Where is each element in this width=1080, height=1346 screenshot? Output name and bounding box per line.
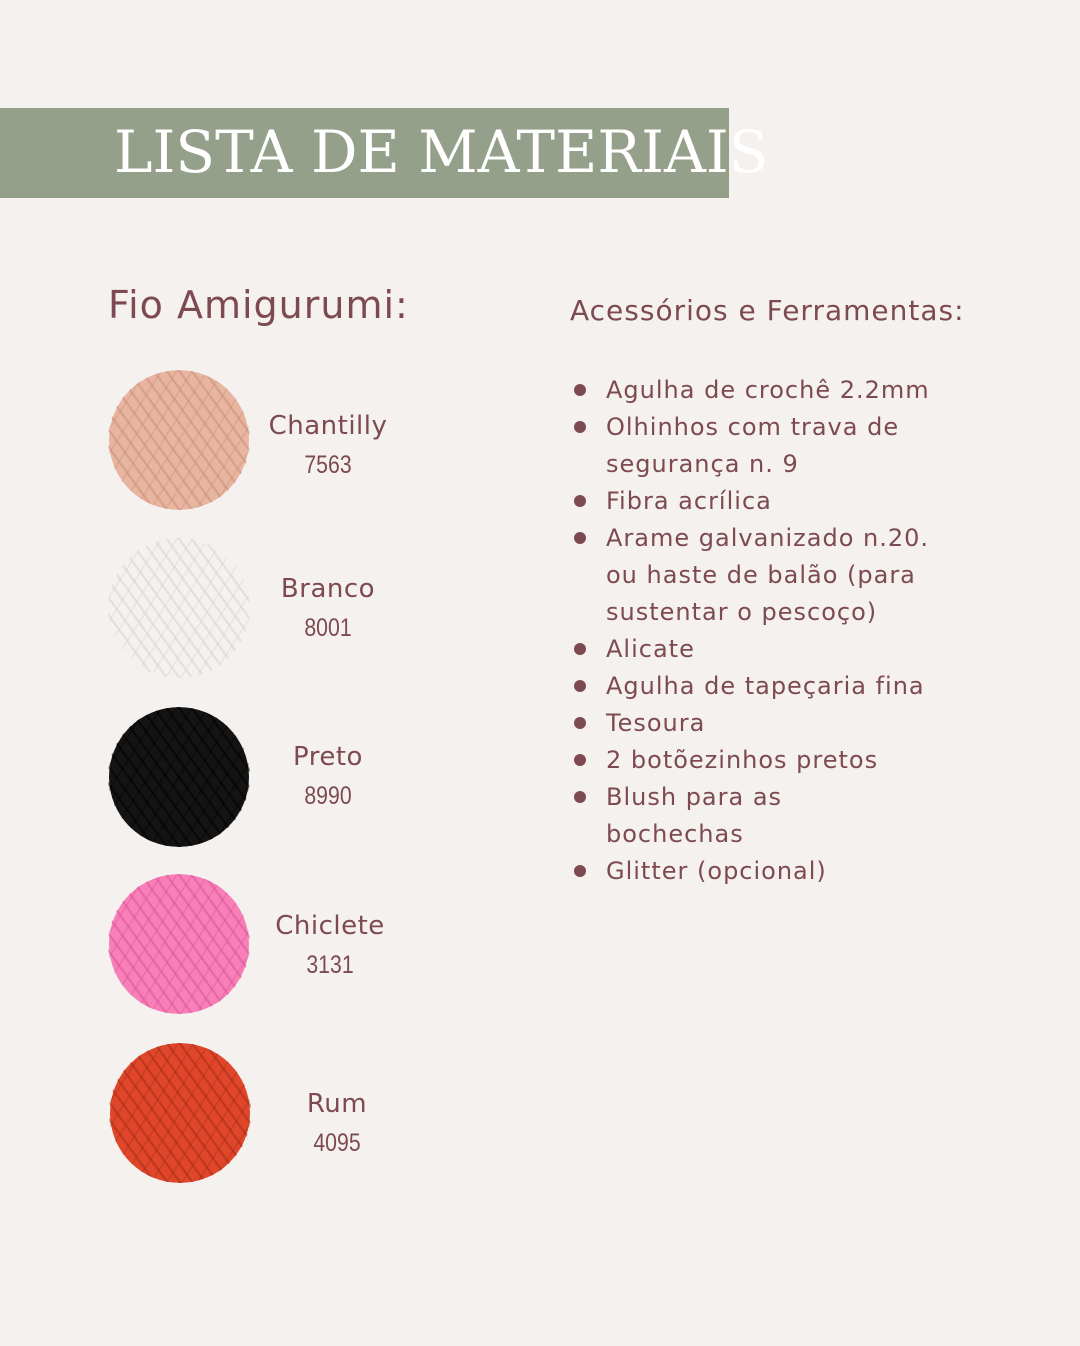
yarn-item: [238, 571, 418, 646]
yarn-item: [238, 408, 418, 483]
yarn-code: 4095: [313, 1129, 361, 1157]
accessory-item: [572, 742, 932, 779]
accessory-text: Fibra acrílica: [606, 487, 772, 515]
bullet-icon: [574, 754, 586, 766]
accessory-item: [572, 853, 932, 890]
yarn-ball-image: [108, 874, 250, 1014]
yarn-code: 7563: [304, 451, 352, 479]
accessory-text: Blush para as: [606, 783, 783, 811]
bullet-icon: [574, 717, 586, 729]
yarn-name: Chiclete: [275, 911, 385, 941]
accessory-item: [572, 372, 932, 409]
accessories-list: [572, 372, 932, 890]
accessory-item: [572, 409, 932, 483]
bullet-icon: [574, 532, 586, 544]
accessory-item: [572, 779, 932, 853]
yarn-item: [247, 1086, 427, 1161]
yarn-ball-image: [109, 1043, 251, 1183]
accessory-text: Agulha de crochê 2.2mm: [606, 376, 930, 404]
yarn-section-title: Fio Amigurumi:: [108, 283, 409, 327]
yarn-ball-image: [108, 707, 250, 847]
yarn-name: Preto: [293, 742, 363, 772]
accessory-text: sustentar o pescoço): [606, 598, 878, 626]
accessory-text: 2 botõezinhos pretos: [606, 746, 879, 774]
bullet-icon: [574, 865, 586, 877]
accessories-section-title: Acessórios e Ferramentas:: [570, 294, 965, 327]
yarn-item: [240, 908, 420, 983]
bullet-icon: [574, 384, 586, 396]
page-title: LISTA DE MATERIAIS: [114, 118, 769, 186]
yarn-texture: [109, 1043, 251, 1183]
accessory-item: [572, 520, 932, 631]
accessory-text: ou haste de balão (para: [606, 561, 916, 589]
yarn-name: Branco: [280, 574, 376, 604]
accessory-item: [572, 483, 932, 520]
bullet-icon: [574, 791, 586, 803]
accessory-text: Tesoura: [606, 709, 706, 737]
yarn-name: Chantilly: [268, 411, 388, 441]
accessory-item: [572, 631, 932, 668]
yarn-ball-image: [108, 370, 250, 510]
yarn-ball-image: [108, 538, 250, 678]
yarn-item: [238, 739, 418, 814]
yarn-texture: [108, 370, 250, 510]
yarn-code: 8990: [304, 782, 352, 810]
yarn-texture: [108, 874, 250, 1014]
accessory-text: bochechas: [606, 820, 744, 848]
yarn-texture: [108, 538, 250, 678]
accessory-text: segurança n. 9: [606, 450, 799, 478]
accessory-text: Alicate: [606, 635, 695, 663]
accessory-text: Olhinhos com trava de: [606, 413, 900, 441]
bullet-icon: [574, 643, 586, 655]
yarn-code: 3131: [306, 951, 354, 979]
yarn-texture: [108, 707, 250, 847]
bullet-icon: [574, 680, 586, 692]
yarn-name: Rum: [306, 1089, 368, 1119]
yarn-code: 8001: [304, 614, 352, 642]
bullet-icon: [574, 495, 586, 507]
accessory-text: Agulha de tapeçaria fina: [606, 672, 925, 700]
accessory-text: Glitter (opcional): [606, 857, 827, 885]
accessory-item: [572, 668, 932, 705]
accessory-text: Arame galvanizado n.20.: [606, 524, 930, 552]
accessory-item: [572, 705, 932, 742]
bullet-icon: [574, 421, 586, 433]
